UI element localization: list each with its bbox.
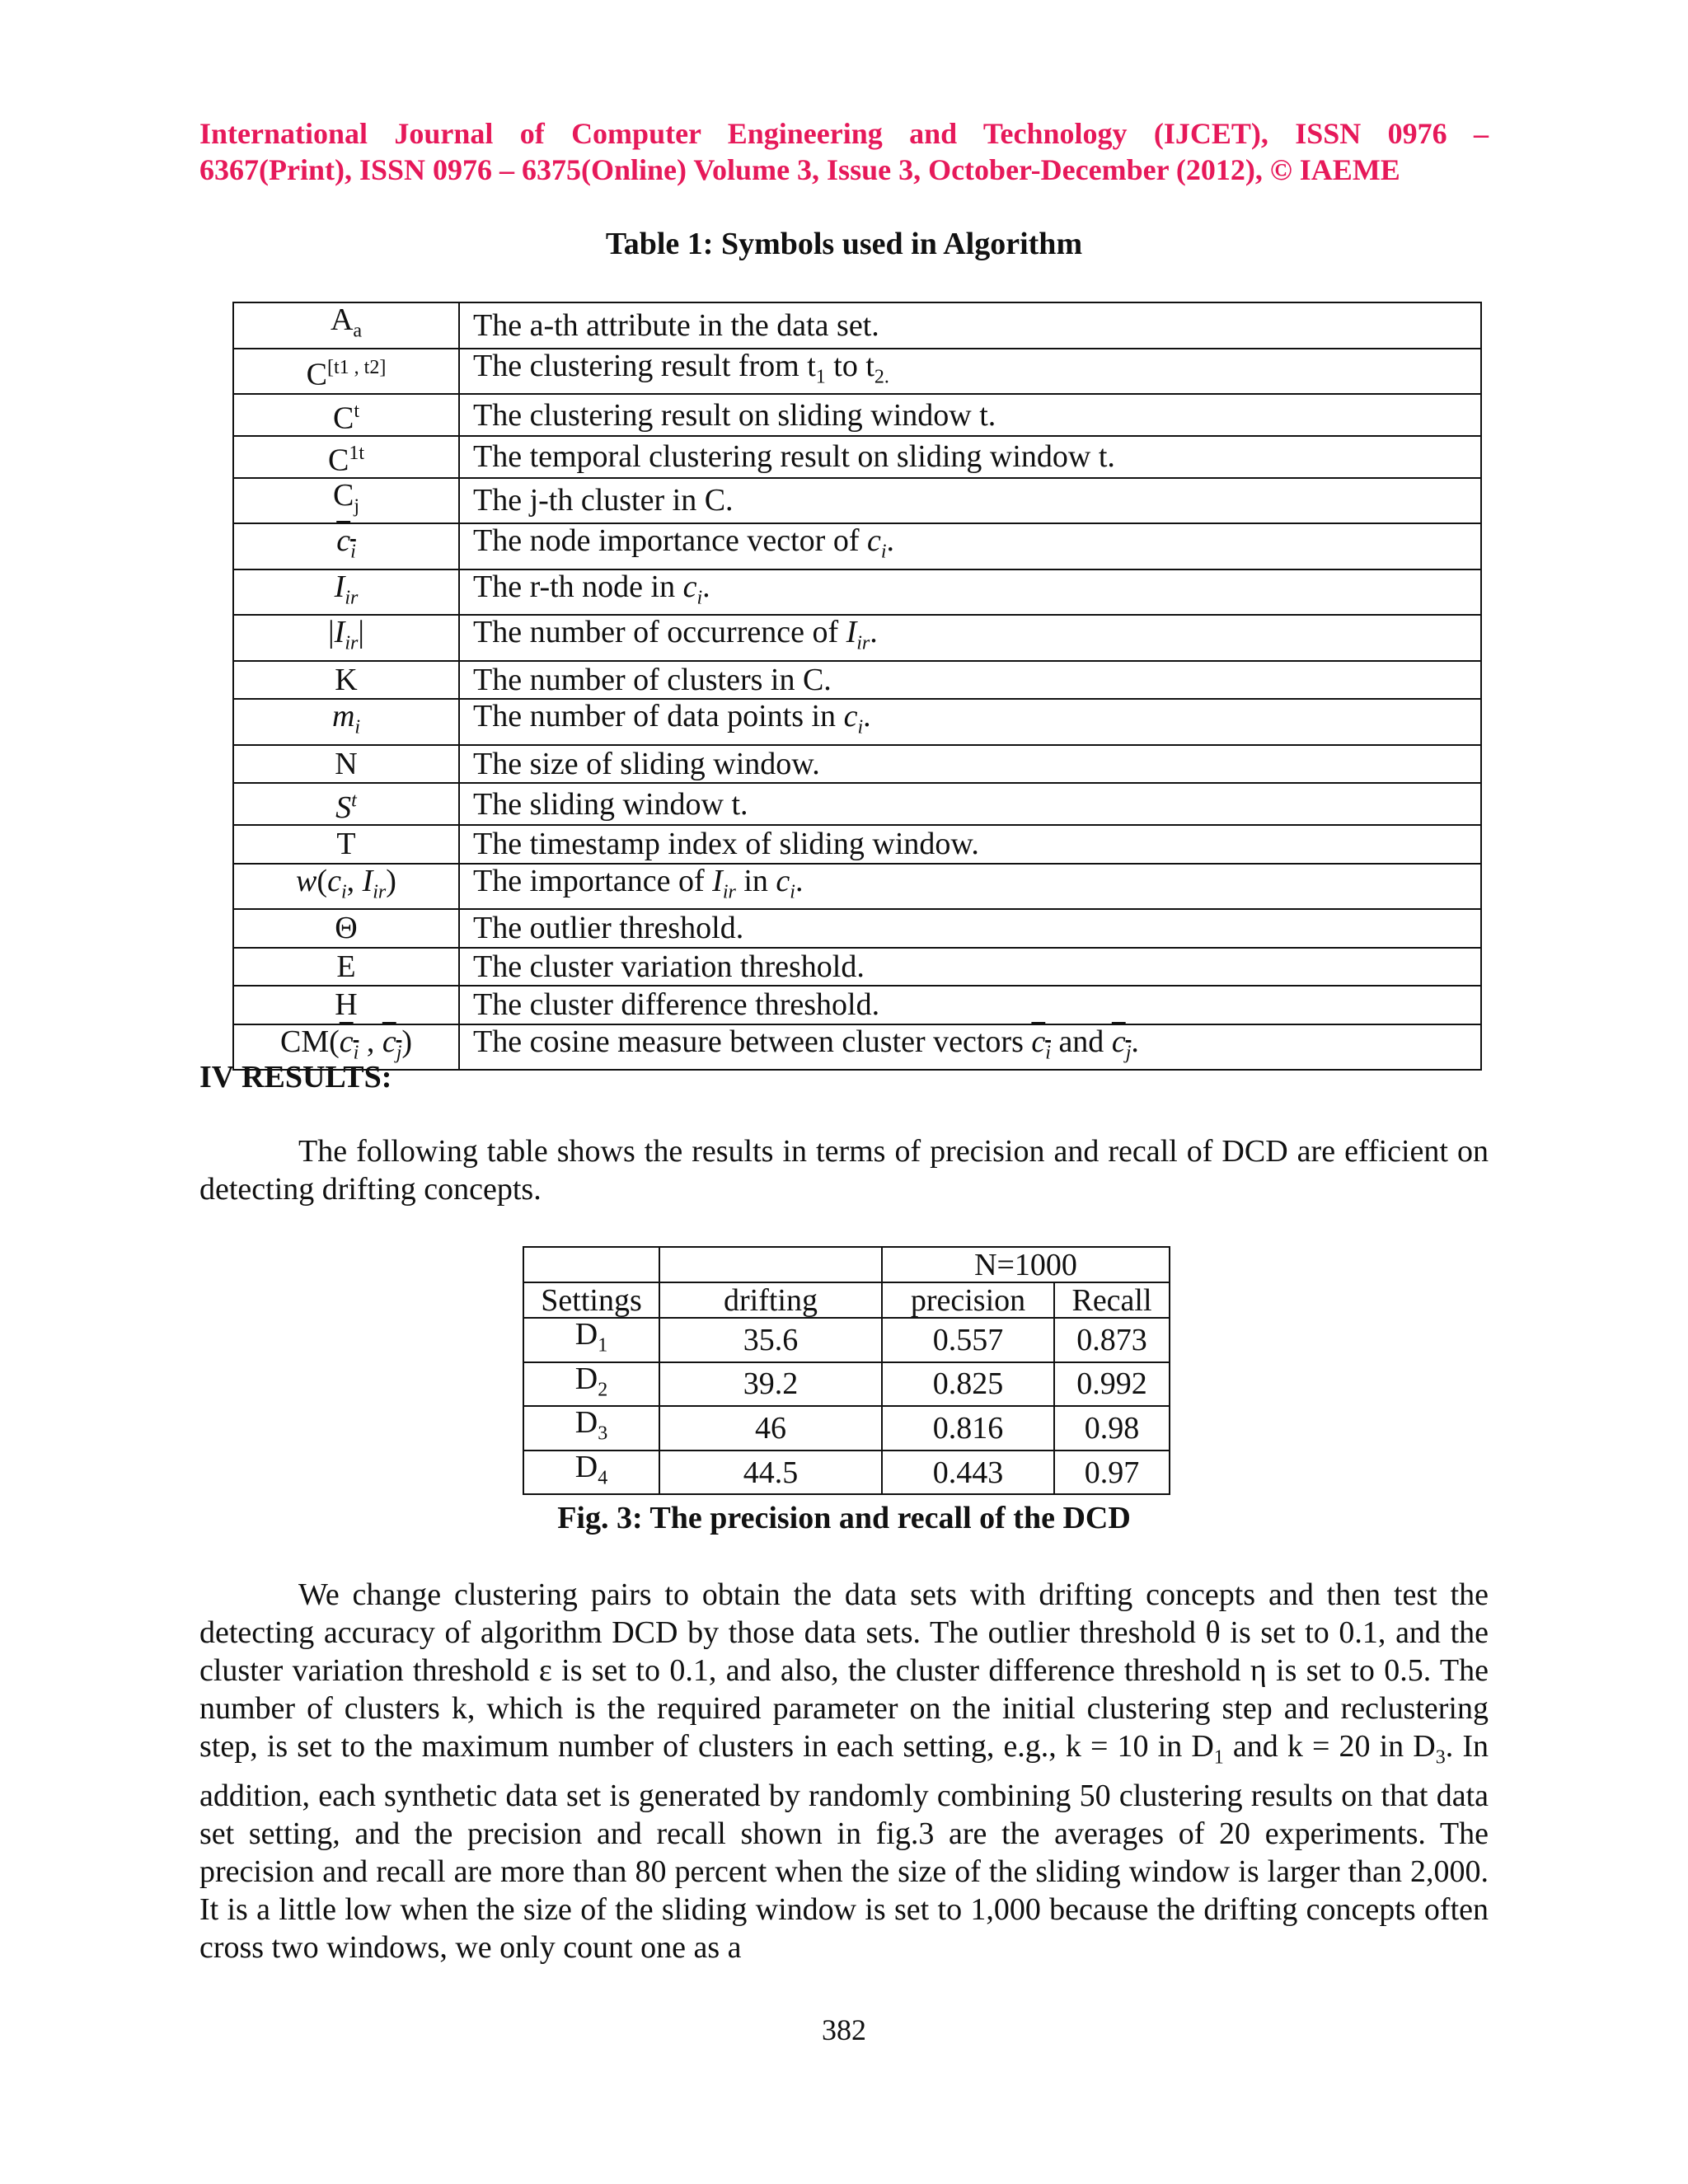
symbol-cell: $m_i$ [233,699,459,745]
recall-cell: 0.992 [1054,1362,1170,1407]
symbol-cell: $w(c_i$, $I_{ir}$) [233,864,459,910]
symbol-cell: $C^{1t}$ [233,436,459,478]
symbol-cell: K [233,661,459,700]
symbol-cell: Θ [233,909,459,948]
body-paragraph: We change clustering pairs to obtain the data sets with drifting concepts and then test the detecting accuracy of algorithm DCD by those data sets. The outlier threshold θ is set to 0.1, and the cluster variation threshold ε is set to 0.1, and also, the cluster difference threshold η is set to 0.5. The number of clusters k, which is the required parameter on the initial clustering step and reclustering step, is set to the maximum number of clusters in each setting, e.g., k = 10 in $D_1$ and k = 20 in $D_3$. In addition, each synthetic data set is generated by randomly combining 50 clustering results on that data set setting, and the precision and recall shown in fig.3 are the averages of 20 experiments. The precision and recall are more than 80 percent when the size of the sliding window is larger than 2,000. It is a little low when the size of the sliding window is set to 1,000 because the drifting concepts often cross two windows, we only count one as a [199,1577,1489,1965]
symbol-cell: $C^t$ [233,394,459,436]
column-header: Settings [523,1282,659,1318]
description-cell: The a-th attribute in the data set. [459,302,1481,349]
table-row [233,948,1481,987]
column-header: drifting [659,1282,882,1318]
description-cell: The cluster variation threshold. [459,948,1481,987]
description-cell: The j-th cluster in C. [459,478,1481,524]
table-row [233,825,1481,864]
symbol-cell: $CM(c_i$ , $c_j$) [233,1024,459,1071]
table-row [233,864,1481,910]
drifting-cell: 39.2 [659,1362,882,1407]
precision-cell: 0.816 [882,1406,1054,1451]
figure-caption: Fig. 3: The precision and recall of the DCD [557,1501,1131,1535]
symbol-cell: $I_{ir}$ [233,569,459,616]
journal-header [199,115,1489,188]
description-cell: The sliding window t. [459,783,1481,825]
description-cell: The r-th node in $c_i$. [459,569,1481,616]
symbols-table [232,302,1482,1071]
table-row [523,1406,1170,1451]
description-cell: The outlier threshold. [459,909,1481,948]
description-cell: The number of data points in $c_i$. [459,699,1481,745]
symbol-cell: $|I_{ir}|$ [233,615,459,661]
description-cell: The node importance vector of $c_i$. [459,523,1481,569]
page-number: 382 [822,2013,866,2046]
column-header: Recall [1054,1282,1170,1318]
table-row [233,1024,1481,1071]
description-cell: The timestamp index of sliding window. [459,825,1481,864]
symbol-cell: $c_i$ [233,523,459,569]
table-row [233,783,1481,825]
table-row [233,615,1481,661]
precision-cell: 0.443 [882,1451,1054,1495]
table1-caption: Table 1: Symbols used in Algorithm [605,227,1083,261]
group-header: N=1000 [882,1247,1170,1282]
symbol-cell: T [233,825,459,864]
table-row [233,394,1481,436]
table-row [233,349,1481,395]
setting-cell: $D_4$ [523,1451,659,1495]
table-row [523,1451,1170,1495]
symbol-cell: H [233,986,459,1024]
table-row [233,986,1481,1024]
empty-cell [659,1247,882,1282]
table-row [523,1318,1170,1362]
column-header: precision [882,1282,1054,1318]
description-cell: The cluster difference threshold. [459,986,1481,1024]
symbol-cell: $S^t$ [233,783,459,825]
description-cell: The number of occurrence of $I_{ir}$. [459,615,1481,661]
precision-cell: 0.825 [882,1362,1054,1407]
symbol-cell: $A_a$ [233,302,459,349]
table-row [523,1362,1170,1407]
symbol-cell: $C_j$ [233,478,459,524]
table-row [233,661,1481,700]
symbol-cell: E [233,948,459,987]
empty-cell [523,1247,659,1282]
description-cell: The temporal clustering result on sliding window t. [459,436,1481,478]
table-header-row [523,1282,1170,1318]
drifting-cell: 35.6 [659,1318,882,1362]
setting-cell: $D_2$ [523,1362,659,1407]
description-cell: The clustering result on sliding window t. [459,394,1481,436]
results-table [523,1246,1170,1495]
table-row [233,478,1481,524]
description-cell: The clustering result from $t_1$ to $t_{2.}$ [459,349,1481,395]
drifting-cell: 44.5 [659,1451,882,1495]
description-cell: The importance of $I_{ir}$ in $c_i$. [459,864,1481,910]
setting-cell: $D_1$ [523,1318,659,1362]
symbol-cell: N [233,745,459,784]
table-header-row [523,1247,1170,1282]
table-row [233,436,1481,478]
description-cell: The cosine measure between cluster vectors $c_i$ and $c_j$. [459,1024,1481,1071]
table-row [233,909,1481,948]
table-row [233,302,1481,349]
table-row [233,699,1481,745]
setting-cell: $D_3$ [523,1406,659,1451]
description-cell: The size of sliding window. [459,745,1481,784]
symbol-cell: C[t1 , t2] [233,349,459,395]
journal-header-line1: International Journal of Computer Engineering and Technology (IJCET), ISSN 0976 – [199,117,1489,150]
table-row [233,523,1481,569]
recall-cell: 0.97 [1054,1451,1170,1495]
precision-cell: 0.557 [882,1318,1054,1362]
table-row [233,569,1481,616]
table-row [233,745,1481,784]
journal-header-line2: 6367(Print), ISSN 0976 – 6375(Online) Volume 3, Issue 3, October-December (2012), © IAEME [199,153,1400,186]
drifting-cell: 46 [659,1406,882,1451]
section-heading: IV RESULTS: [199,1060,392,1094]
description-cell: The number of clusters in C. [459,661,1481,700]
recall-cell: 0.873 [1054,1318,1170,1362]
results-intro-paragraph: The following table shows the results in terms of precision and recall of DCD are efficient on detecting drifting concepts. [199,1134,1489,1207]
recall-cell: 0.98 [1054,1406,1170,1451]
